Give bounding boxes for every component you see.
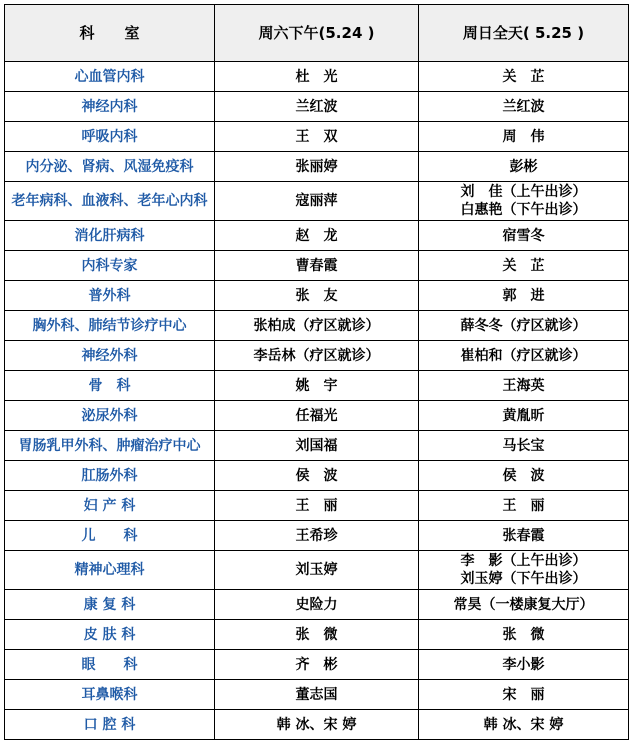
table-body [5,62,629,740]
saturday-doctor-cell [215,590,419,620]
sunday-doctor-cell [419,371,629,401]
saturday-doctor-cell [215,281,419,311]
table-row [5,620,629,650]
sunday-doctor-cell [419,62,629,92]
saturday-doctor-cell [215,182,419,221]
table-header [5,5,629,62]
doctor-name: 史险力 [295,596,338,613]
department-cell: 肛肠外科 [5,461,215,491]
table-row [5,590,629,620]
doctor-name: 王 丽 [502,497,545,514]
saturday-doctor-cell [215,680,419,710]
department-cell: 普外科 [5,281,215,311]
doctor-name: 赵 龙 [295,227,338,244]
sunday-doctor-cell [419,152,629,182]
table-row [5,401,629,431]
table-row [5,551,629,590]
doctor-name: 刘 佳（上午出诊） [460,184,587,200]
sunday-doctor-cell [419,251,629,281]
department-cell: 内分泌、肾病、风湿免疫科 [5,152,215,182]
table-row [5,521,629,551]
doctor-name: 宿雪冬 [502,227,545,244]
sunday-doctor-cell [419,221,629,251]
doctor-name: 张 微 [502,626,545,643]
department-cell: 精神心理科 [5,551,215,590]
table-row [5,710,629,740]
doctor-name: 关 芷 [502,257,545,274]
doctor-name: 郭 进 [502,287,545,304]
sunday-doctor-cell [419,92,629,122]
table-row [5,491,629,521]
department-cell: 康 复 科 [5,590,215,620]
doctor-name: 张春霞 [502,527,545,544]
saturday-doctor-cell [215,341,419,371]
table-row [5,461,629,491]
saturday-doctor-cell [215,221,419,251]
table-row [5,182,629,221]
saturday-doctor-cell [215,551,419,590]
table-row [5,680,629,710]
department-cell: 耳鼻喉科 [5,680,215,710]
doctor-name: 韩 冰、宋 婷 [483,716,564,733]
doctor-name: 薛冬冬（疗区就诊） [460,317,587,334]
department-cell: 内科专家 [5,251,215,281]
sunday-doctor-cell [419,551,629,590]
doctor-name: 董志国 [295,686,338,703]
doctor-name: 宋 丽 [502,686,545,703]
doctor-name: 崔柏和（疗区就诊） [460,347,587,364]
department-cell: 神经内科 [5,92,215,122]
doctor-name: 任福光 [295,407,338,424]
table-row [5,341,629,371]
saturday-doctor-cell [215,521,419,551]
department-cell: 儿 科 [5,521,215,551]
sunday-doctor-cell [419,431,629,461]
department-cell: 消化肝病科 [5,221,215,251]
table-row [5,281,629,311]
doctor-name: 马长宝 [502,437,545,454]
header-dept: 科 室 [5,5,215,62]
sunday-doctor-cell [419,710,629,740]
doctor-name: 韩 冰、宋 婷 [276,716,357,733]
saturday-doctor-cell [215,710,419,740]
department-cell: 口 腔 科 [5,710,215,740]
doctor-name: 侯 波 [502,467,545,484]
sunday-doctor-cell [419,182,629,221]
saturday-doctor-cell [215,152,419,182]
table-row [5,92,629,122]
sunday-doctor-cell [419,281,629,311]
doctor-name: 王 丽 [295,497,338,514]
table-row [5,650,629,680]
department-cell: 骨 科 [5,371,215,401]
saturday-doctor-cell [215,371,419,401]
doctor-name: 李 影（上午出诊） [460,553,587,569]
doctor-name: 王希珍 [295,527,338,544]
department-cell: 神经外科 [5,341,215,371]
department-cell: 泌尿外科 [5,401,215,431]
saturday-doctor-cell [215,62,419,92]
department-cell: 胸外科、肺结节诊疗中心 [5,311,215,341]
header-sunday: 周日全天( 5.25 ) [419,5,629,62]
sunday-doctor-cell [419,461,629,491]
department-cell: 老年病科、血液科、老年心内科 [5,182,215,221]
saturday-doctor-cell [215,311,419,341]
doctor-name: 姚 宇 [295,377,338,394]
doctor-name: 张柏成（疗区就诊） [253,317,380,334]
doctor-name: 曹春霞 [295,257,338,274]
doctor-name: 李岳林（疗区就诊） [253,347,380,364]
doctor-name: 关 芷 [502,68,545,85]
doctor-name: 王 双 [295,128,338,145]
sunday-doctor-cell [419,122,629,152]
doctor-name: 兰红波 [295,98,338,115]
doctor-name: 白惠艳（下午出诊） [460,202,587,218]
doctor-name: 齐 彬 [295,656,338,673]
doctor-name: 张丽婷 [295,158,338,175]
sunday-doctor-cell [419,341,629,371]
doctor-name: 杜 光 [295,68,338,85]
schedule-table [4,4,629,740]
doctor-name: 李小影 [502,656,545,673]
department-cell: 胃肠乳甲外科、肿瘤治疗中心 [5,431,215,461]
saturday-doctor-cell [215,461,419,491]
saturday-doctor-cell [215,431,419,461]
table-row [5,152,629,182]
saturday-doctor-cell [215,401,419,431]
doctor-name: 张 友 [295,287,338,304]
doctor-name: 兰红波 [502,98,545,115]
sunday-doctor-cell [419,401,629,431]
sunday-doctor-cell [419,521,629,551]
table-row [5,122,629,152]
doctor-name: 周 伟 [502,128,545,145]
department-cell: 皮 肤 科 [5,620,215,650]
doctor-name: 彭彬 [509,158,538,175]
doctor-name: 侯 波 [295,467,338,484]
doctor-name: 刘国福 [295,437,338,454]
sunday-doctor-cell [419,650,629,680]
table-row [5,431,629,461]
department-cell: 呼吸内科 [5,122,215,152]
doctor-name: 张 微 [295,626,338,643]
sunday-doctor-cell [419,311,629,341]
table-row [5,62,629,92]
table-row [5,371,629,401]
doctor-name: 寇丽萍 [295,193,338,209]
doctor-name: 刘玉婷 [295,562,338,578]
saturday-doctor-cell [215,122,419,152]
department-cell: 妇 产 科 [5,491,215,521]
doctor-name: 黄胤昕 [502,407,545,424]
saturday-doctor-cell [215,650,419,680]
doctor-name: 王海英 [502,377,545,394]
table-row [5,311,629,341]
doctor-name: 常昊（一楼康复大厅） [453,596,594,613]
table-row [5,221,629,251]
department-cell: 心血管内科 [5,62,215,92]
saturday-doctor-cell [215,491,419,521]
sunday-doctor-cell [419,590,629,620]
department-cell: 眼 科 [5,650,215,680]
saturday-doctor-cell [215,251,419,281]
header-saturday: 周六下午(5.24 ) [215,5,419,62]
header-row [5,5,629,62]
saturday-doctor-cell [215,92,419,122]
table-row [5,251,629,281]
saturday-doctor-cell [215,620,419,650]
sunday-doctor-cell [419,680,629,710]
sunday-doctor-cell [419,491,629,521]
doctor-name: 刘玉婷（下午出诊） [460,571,587,587]
sunday-doctor-cell [419,620,629,650]
